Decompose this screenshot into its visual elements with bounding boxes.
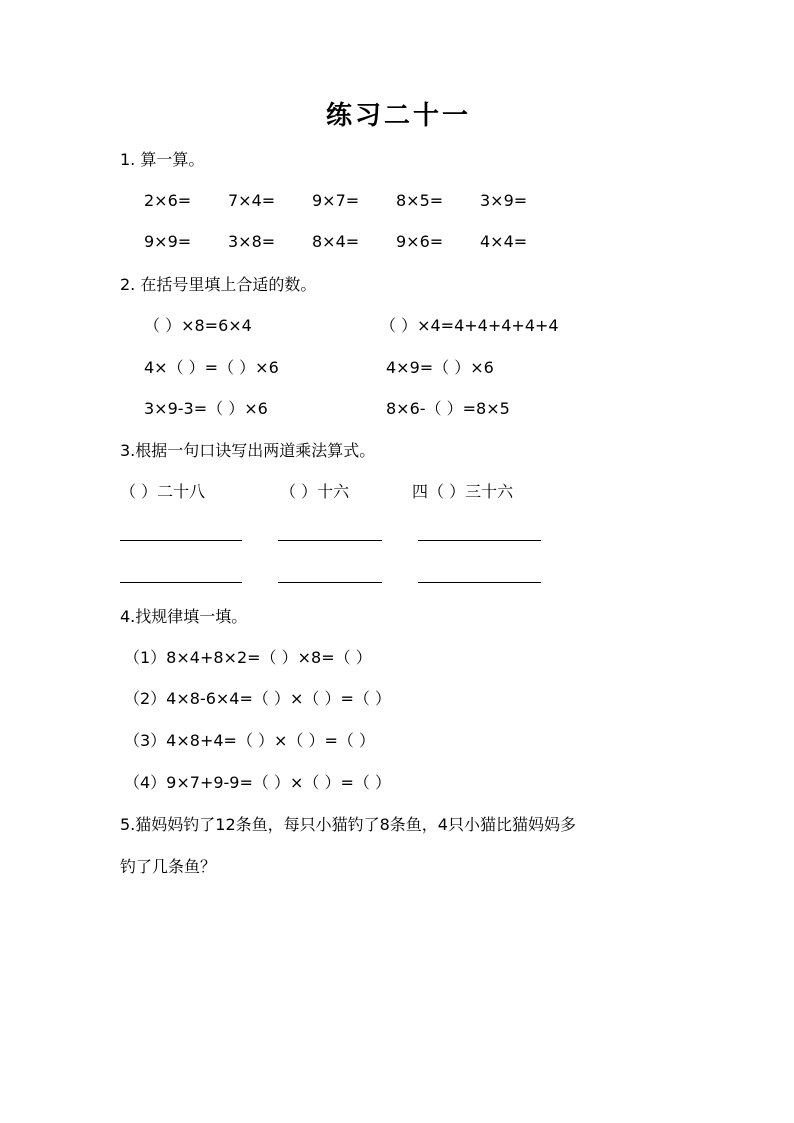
- q1-r2-c3: 8×4=: [312, 232, 360, 251]
- q3-answer-line[interactable]: [278, 540, 382, 541]
- q1-r1-c3: 9×7=: [312, 191, 360, 210]
- q1-r1-c2: 7×4=: [228, 191, 276, 210]
- q1-r2-c4: 9×6=: [396, 232, 444, 251]
- q5-line-2: 钓了几条鱼？: [120, 857, 217, 876]
- q2-item-4: 4×9=（ ）×6: [386, 358, 494, 377]
- q2-item-6: 8×6-（ ）=8×5: [386, 399, 510, 418]
- q1-r2-c5: 4×4=: [480, 232, 528, 251]
- q3-answer-line[interactable]: [120, 540, 242, 541]
- q3-heading: 3.根据一句口诀写出两道乘法算式。: [120, 441, 376, 460]
- q3-answer-line[interactable]: [278, 582, 382, 583]
- q3-answer-line[interactable]: [120, 582, 242, 583]
- q1-r1-c1: 2×6=: [144, 191, 192, 210]
- q3-item-1: （ ）二十八: [120, 482, 206, 501]
- q2-item-3: 4×（ ）=（ ）×6: [144, 358, 279, 377]
- q3-answer-line[interactable]: [418, 582, 541, 583]
- q4-heading: 4.找规律填一填。: [120, 607, 248, 626]
- q4-item-1: （1）8×4+8×2=（ ）×8=（ ）: [124, 648, 372, 667]
- q4-item-2: （2）4×8-6×4=（ ）×（ ）=（ ）: [124, 689, 391, 708]
- q4-item-3: （3）4×8+4=（ ）×（ ）=（ ）: [124, 731, 376, 750]
- q1-heading: 1. 算一算。: [120, 150, 205, 169]
- q1-r2-c1: 9×9=: [144, 232, 192, 251]
- q5-line-1: 5.猫妈妈钓了12条鱼，每只小猫钓了8条鱼，4只小猫比猫妈妈多: [120, 815, 576, 834]
- q1-r1-c5: 3×9=: [480, 191, 528, 210]
- q3-item-2: （ ）十六: [280, 482, 350, 501]
- page-title: 练习二十一: [326, 101, 472, 131]
- q3-answer-line[interactable]: [418, 540, 541, 541]
- q1-r2-c2: 3×8=: [228, 232, 276, 251]
- q3-item-3: 四（ ）三十六: [412, 482, 514, 501]
- q2-heading: 2. 在括号里填上合适的数。: [120, 275, 317, 294]
- q1-r1-c4: 8×5=: [396, 191, 444, 210]
- q4-item-4: （4）9×7+9-9=（ ）×（ ）=（ ）: [124, 773, 391, 792]
- q2-item-2: （ ）×4=4+4+4+4+4: [380, 316, 559, 335]
- q2-item-1: （ ）×8=6×4: [144, 316, 252, 335]
- q2-item-5: 3×9-3=（ ）×6: [144, 399, 268, 418]
